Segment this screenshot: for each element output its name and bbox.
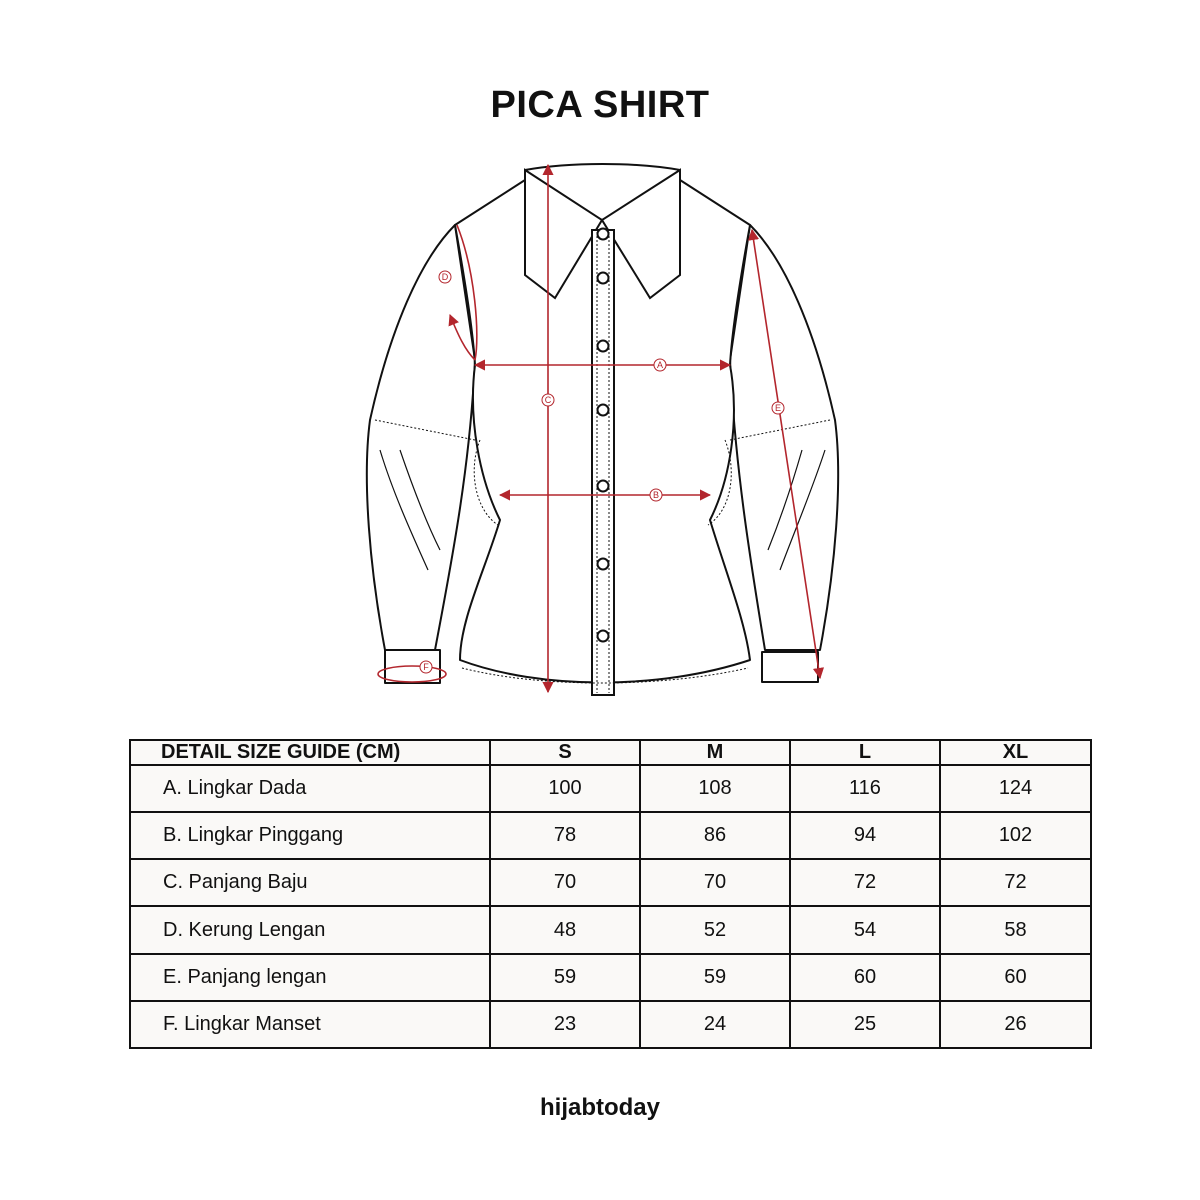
placket (592, 230, 614, 695)
cell-value: 116 (790, 765, 940, 812)
marker-d-label: D (441, 272, 449, 282)
cell-value: 58 (940, 906, 1091, 953)
table-row (130, 1001, 1091, 1048)
cell-value: 59 (640, 954, 790, 1001)
cell-value: 124 (940, 765, 1091, 812)
cell-value: 100 (490, 765, 640, 812)
cell-value: 25 (790, 1001, 940, 1048)
header-size-l: L (790, 740, 940, 765)
cell-value: 48 (490, 906, 640, 953)
cell-value: 72 (790, 859, 940, 906)
row-label: F. Lingkar Manset (130, 1001, 490, 1048)
row-label: D. Kerung Lengan (130, 906, 490, 953)
row-label: E. Panjang lengan (130, 954, 490, 1001)
marker-b-label: B (652, 490, 660, 500)
row-label: A. Lingkar Dada (130, 765, 490, 812)
cell-value: 52 (640, 906, 790, 953)
shirt-diagram (340, 150, 860, 710)
marker-f-label: F (423, 662, 429, 672)
row-label: B. Lingkar Pinggang (130, 812, 490, 859)
size-guide-table (129, 739, 1092, 1049)
marker-c-label: C (544, 395, 552, 405)
table-row (130, 954, 1091, 1001)
table-row (130, 765, 1091, 812)
left-sleeve (367, 225, 475, 650)
header-size-m: M (640, 740, 790, 765)
header-size-xl: XL (940, 740, 1091, 765)
cell-value: 60 (790, 954, 940, 1001)
brand-name: hijabtoday (539, 1094, 660, 1121)
header-detail: DETAIL SIZE GUIDE (CM) (130, 740, 490, 765)
cell-value: 59 (490, 954, 640, 1001)
cell-value: 24 (640, 1001, 790, 1048)
right-cuff (762, 652, 818, 682)
marker-e-label: E (774, 403, 782, 413)
table-row (130, 906, 1091, 953)
table-header-row (130, 740, 1091, 765)
cell-value: 78 (490, 812, 640, 859)
cell-value: 26 (940, 1001, 1091, 1048)
cell-value: 23 (490, 1001, 640, 1048)
cell-value: 86 (640, 812, 790, 859)
cell-value: 94 (790, 812, 940, 859)
table-row (130, 812, 1091, 859)
cell-value: 54 (790, 906, 940, 953)
cell-value: 108 (640, 765, 790, 812)
marker-a-label: A (656, 360, 664, 370)
cell-value: 60 (940, 954, 1091, 1001)
table-row (130, 859, 1091, 906)
cell-value: 70 (490, 859, 640, 906)
cell-value: 72 (940, 859, 1091, 906)
page-title: PICA SHIRT (490, 84, 710, 126)
header-size-s: S (490, 740, 640, 765)
cell-value: 102 (940, 812, 1091, 859)
cell-value: 70 (640, 859, 790, 906)
row-label: C. Panjang Baju (130, 859, 490, 906)
